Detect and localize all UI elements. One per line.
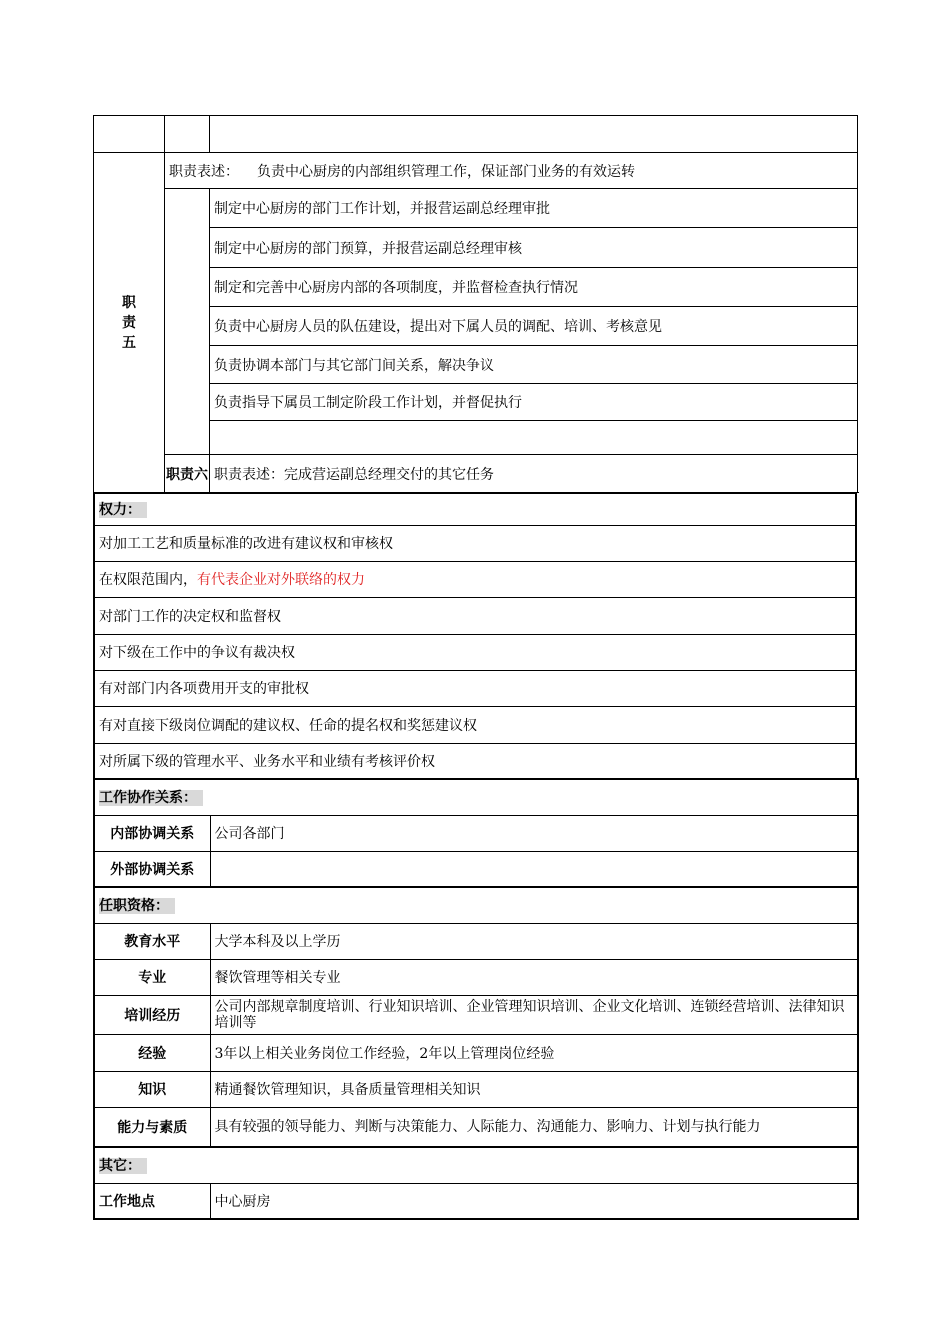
- authority-header: 权力：: [94, 493, 856, 525]
- qualification-label: 教育水平: [94, 923, 210, 959]
- authority-item: 有对部门内各项费用开支的审批权: [94, 670, 856, 706]
- qualification-value: 具有较强的领导能力、判断与决策能力、人际能力、沟通能力、影响力、计划与执行能力: [210, 1107, 858, 1147]
- duty5-statement-label: 职责表述：: [169, 163, 239, 180]
- qualification-table: [93, 886, 859, 1148]
- authority-item: 对下级在工作中的争议有裁决权: [94, 634, 856, 670]
- qualification-label: 知识: [94, 1071, 210, 1107]
- job-description-page: [93, 115, 857, 1220]
- cooperation-header: 工作协作关系：: [94, 779, 858, 815]
- external-relation-value: [210, 851, 858, 887]
- qualification-value: 3年以上相关业务岗位工作经验，2年以上管理岗位经验: [210, 1034, 858, 1071]
- duty5-label-char: 职: [122, 294, 136, 311]
- duty5-label-char: 责: [122, 314, 136, 331]
- authority-item-highlight: 有代表企业对外联络的权力: [197, 572, 365, 588]
- authority-item: 对部门工作的决定权和监督权: [94, 597, 856, 634]
- work-location-label: 工作地点: [94, 1183, 210, 1219]
- duty6-label: 职责六: [165, 455, 210, 493]
- qualification-label: 能力与素质: [94, 1107, 210, 1147]
- internal-relation-label: 内部协调关系: [94, 815, 210, 851]
- authority-item-prefix: 在权限范围内，: [99, 572, 197, 588]
- qualification-header: 任职资格：: [94, 887, 858, 923]
- internal-relation-value: 公司各部门: [210, 815, 858, 851]
- qualification-label: 经验: [94, 1034, 210, 1071]
- duty5-task: 制定中心厨房的部门预算，并报营运副总经理审核: [210, 228, 858, 268]
- duty5-task: 制定中心厨房的部门工作计划，并报营运副总经理审批: [210, 189, 858, 228]
- qualification-value: 精通餐饮管理知识，具备质量管理相关知识: [210, 1071, 858, 1107]
- empty-cell: [210, 116, 858, 153]
- cooperation-table: [93, 778, 859, 888]
- duty5-statement-text: 负责中心厨房的内部组织管理工作，保证部门业务的有效运转: [257, 163, 635, 180]
- duty5-task-spacer: [165, 189, 210, 455]
- external-relation-label: 外部协调关系: [94, 851, 210, 887]
- duty5-label-char: 五: [122, 334, 136, 351]
- authority-item: 对加工工艺和质量标准的改进有建议权和审核权: [94, 525, 856, 561]
- work-location-value: 中心厨房: [210, 1183, 858, 1219]
- duty5-task: 负责协调本部门与其它部门间关系，解决争议: [210, 346, 858, 384]
- authority-item: 对所属下级的管理水平、业务水平和业绩有考核评价权: [94, 743, 856, 779]
- authority-table: [93, 492, 857, 780]
- duty5-task: 负责指导下属员工制定阶段工作计划，并督促执行: [210, 384, 858, 421]
- duty5-statement: [165, 153, 858, 189]
- qualification-value: 餐饮管理等相关专业: [210, 959, 858, 995]
- qualification-label: 专业: [94, 959, 210, 995]
- empty-cell: [94, 116, 165, 153]
- duty5-task: [210, 421, 858, 455]
- duty5-label: [94, 153, 165, 493]
- other-header: 其它：: [94, 1147, 858, 1183]
- authority-item: 有对直接下级岗位调配的建议权、任命的提名权和奖惩建议权: [94, 706, 856, 743]
- duties-table: [93, 115, 858, 493]
- empty-cell: [165, 116, 210, 153]
- qualification-label: 培训经历: [94, 995, 210, 1034]
- qualification-value: 大学本科及以上学历: [210, 923, 858, 959]
- authority-item: [94, 561, 856, 597]
- duty5-task: 负责中心厨房人员的队伍建设，提出对下属人员的调配、培训、考核意见: [210, 307, 858, 346]
- duty5-task: 制定和完善中心厨房内部的各项制度，并监督检查执行情况: [210, 268, 858, 307]
- duty6-statement: 职责表述：完成营运副总经理交付的其它任务: [210, 455, 858, 493]
- other-table: [93, 1146, 859, 1220]
- qualification-value: 公司内部规章制度培训、行业知识培训、企业管理知识培训、企业文化培训、连锁经营培训、法律知识培训等: [210, 995, 858, 1034]
